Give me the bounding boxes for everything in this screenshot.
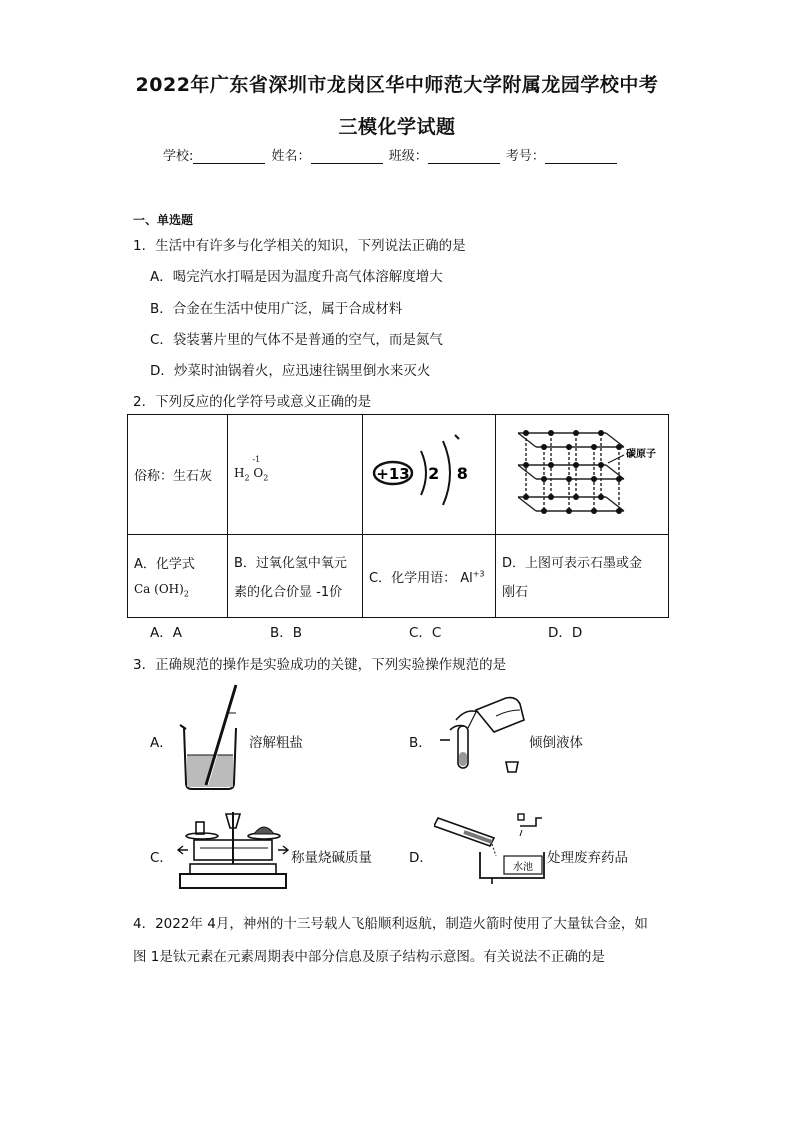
- q2-cell-a-top: 俗称：生石灰: [128, 415, 228, 535]
- svg-text:2 8: 2 8: [428, 464, 474, 483]
- waste-disposal-sink-illustration: [434, 812, 546, 884]
- q2-answer-a[interactable]: A．A: [150, 625, 182, 641]
- beaker-stirring-illustration: [176, 683, 246, 793]
- h2o2-formula: $H_2$ -1 $O_2$: [234, 455, 269, 483]
- balance-scale-illustration: [176, 808, 290, 890]
- q2-answer-b[interactable]: B．B: [270, 625, 303, 641]
- q4-stem-line1: 4．2022年 4月，神州的十三号载人飞船顺利返航，制造火箭时使用了大量钛合金，如: [133, 916, 648, 932]
- carbon-lattice-diagram: [496, 415, 668, 530]
- q2-cell-b-bottom: B．过氧化氢中氧元 素的化合价显 -1价: [228, 535, 363, 618]
- class-label: 班级：: [388, 149, 428, 164]
- q3-stem: 3．正确规范的操作是实验成功的关键，下列实验操作规范的是: [133, 657, 507, 673]
- q2-stem: 2．下列反应的化学符号或意义正确的是: [133, 394, 372, 410]
- q3-option-c-letter[interactable]: C．: [150, 850, 173, 866]
- school-blank[interactable]: [193, 151, 265, 164]
- student-info-row: [163, 145, 619, 164]
- q2-cell-a-bottom: A．化学式 Ca $(OH)_2$: [128, 535, 228, 618]
- q3-option-c-caption: 称量烧碱质量: [291, 850, 372, 866]
- q2-cell-d-top: [496, 415, 669, 535]
- paper-title-line2: 三模化学试题: [338, 116, 456, 138]
- q2-table: [127, 414, 669, 618]
- section-heading: 一、单选题: [133, 213, 194, 227]
- school-label: 学校:: [163, 149, 194, 164]
- q3-option-b-caption: 倾倒液体: [529, 735, 583, 751]
- q2-cell-d-bottom: D．上图可表示石墨或金 刚石: [496, 535, 669, 618]
- q1-option-a[interactable]: A．喝完汽水打嗝是因为温度升高气体溶解度增大: [150, 269, 443, 285]
- name-label: 姓名：: [271, 149, 311, 164]
- svg-text:水池: 水池: [513, 862, 533, 873]
- number-blank[interactable]: [545, 151, 617, 164]
- svg-text:+13: +13: [376, 465, 410, 483]
- class-blank[interactable]: [428, 151, 500, 164]
- pouring-liquid-illustration: [436, 690, 528, 780]
- q2-cell-c-bottom: C．化学用语： $Al^{+3}$: [363, 535, 496, 618]
- number-label: 考号：: [505, 149, 545, 164]
- q1-stem: 1．生活中有许多与化学相关的知识，下列说法正确的是: [133, 238, 466, 254]
- q2-answer-c[interactable]: C．C: [409, 625, 442, 641]
- q1-option-c[interactable]: C．袋装薯片里的气体不是普通的空气，而是氮气: [150, 332, 443, 348]
- name-blank[interactable]: [311, 151, 383, 164]
- svg-text:碳原子: 碳原子: [626, 449, 656, 460]
- q1-option-b[interactable]: B．合金在生活中使用广泛，属于合成材料: [150, 301, 403, 317]
- q2-cell-b-top: [228, 415, 363, 535]
- q3-option-d-letter[interactable]: D．: [409, 850, 433, 866]
- q1-option-d[interactable]: D．炒菜时油锅着火，应迅速往锅里倒水来灭火: [150, 363, 431, 379]
- q4-stem-line2: 图 1是钛元素在元素周期表中部分信息及原子结构示意图。有关说法不正确的是: [133, 949, 605, 965]
- q3-option-a-caption: 溶解粗盐: [249, 735, 303, 751]
- q3-option-d-caption: 处理废弃药品: [547, 850, 628, 866]
- q3-option-b-letter[interactable]: B．: [409, 735, 432, 751]
- q3-option-a-letter[interactable]: A．: [150, 735, 173, 751]
- atom-structure-diagram: [363, 415, 495, 530]
- paper-title-line1: 2022年广东省深圳市龙岗区华中师范大学附属龙园学校中考: [135, 74, 659, 96]
- q2-answer-d[interactable]: D．D: [548, 625, 583, 641]
- q2-cell-c-top: [363, 415, 496, 535]
